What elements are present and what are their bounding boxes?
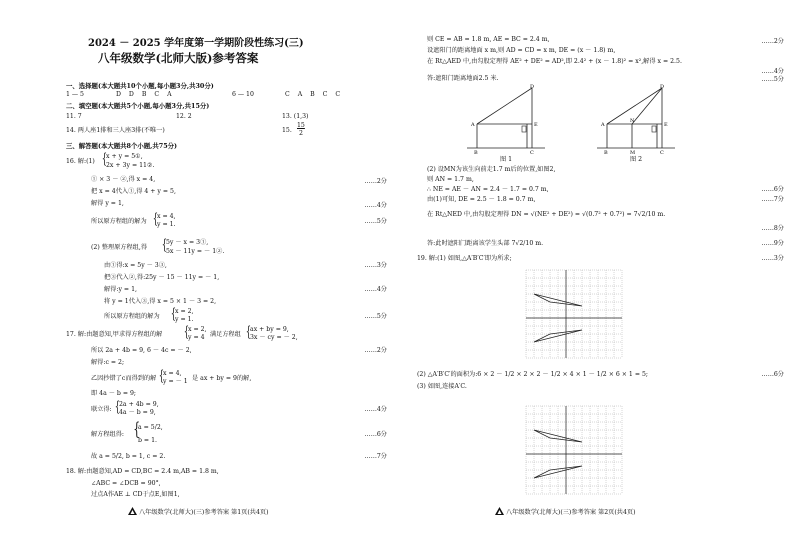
solution-step: 在 Rt△NED 中,由勾股定理得 DN = √(NE² + DE²) = √(0.7² + 0.7²) = 7√2/10 m. xyxy=(427,211,666,218)
exam-title: 2024 － 2025 学年度第一学期阶段性练习(三) xyxy=(88,38,304,49)
score-mark: ……5分 xyxy=(364,218,387,225)
answer-letters: C A B C C xyxy=(285,91,341,98)
page-footer: 八年级数学(北师大)(三)参考答案 第1页(共4页) xyxy=(139,509,269,516)
score-mark: ……2分 xyxy=(364,178,387,185)
solution-step: 解得:c = 2; xyxy=(91,359,125,366)
solution-step: 答:此时遮阳门距离该学生头部 7√2/10 m. xyxy=(427,240,544,247)
equation: 5y － x = 3①, xyxy=(166,239,209,246)
svg-text:M: M xyxy=(630,150,636,154)
equation: x = 4, xyxy=(157,213,176,220)
coordinate-grid-2 xyxy=(521,398,627,498)
solution-step: (2) 整理原方程组,得 xyxy=(91,244,148,251)
solution-step: 所以原方程组的解为 xyxy=(91,218,147,225)
brace: { xyxy=(152,211,159,227)
score-mark: ……4分 xyxy=(364,406,387,413)
solution-step: 解方程组得: xyxy=(91,431,125,438)
svg-text:D: D xyxy=(530,84,535,90)
solution-step: 解得 y = 1, xyxy=(91,200,124,207)
score-mark: ……5分 xyxy=(761,76,784,83)
solution-step: 所以原方程组的解为 xyxy=(104,313,160,320)
answer-11: 11. 7 xyxy=(66,113,82,120)
fraction-numerator: 15 xyxy=(297,122,305,129)
svg-text:D: D xyxy=(660,84,665,90)
page-2 xyxy=(397,0,794,543)
q19-label: 19. 解:(1) 如图,△A′B′C′即为所求; xyxy=(417,255,512,262)
equation: 2x + 3y = 11②. xyxy=(106,162,155,169)
equation: 2a + 4b = 9, xyxy=(119,401,159,408)
figure-1-diagram xyxy=(467,84,547,154)
brace: { xyxy=(158,368,165,384)
solution-step: 乙因抄错了c而得到的解 xyxy=(91,375,157,382)
equation: 3x － cy = － 2, xyxy=(250,334,298,341)
solution-step: 由①得:x = 5y － 3③, xyxy=(104,262,167,269)
brace: { xyxy=(245,324,252,340)
equation: x = 4, xyxy=(163,370,182,377)
equation: y = 1. xyxy=(175,316,194,323)
svg-text:B: B xyxy=(604,150,608,154)
score-mark: ……6分 xyxy=(761,186,784,193)
svg-text:A: A xyxy=(601,122,605,128)
solution-step: 把③代入②,得:25y － 15 － 11y = － 1, xyxy=(104,274,220,281)
brace: { xyxy=(101,151,108,167)
answer-12: 12. 2 xyxy=(176,113,192,120)
solution-step: 把 x = 4代入①,得 4 + y = 5, xyxy=(91,188,176,195)
solution-step: 则 AN = 1.7 m, xyxy=(427,176,474,183)
score-mark: ……2分 xyxy=(364,347,387,354)
score-mark: ……7分 xyxy=(364,453,387,460)
score-mark: ……9分 xyxy=(761,240,784,247)
answer-15-label: 15. xyxy=(282,127,292,134)
logo-triangle-icon xyxy=(495,507,504,515)
solution-step: ① × 3 － ②,得 x = 4, xyxy=(91,176,156,183)
answer-range: 6 — 10 xyxy=(232,91,254,98)
solution-step: ∴ NE = AE － AN = 2.4 － 1.7 = 0.7 m, xyxy=(427,186,549,193)
score-mark: ……2分 xyxy=(761,38,784,45)
score-mark: ……5分 xyxy=(364,313,387,320)
score-mark: ……4分 xyxy=(364,286,387,293)
brace: { xyxy=(161,237,168,253)
solution-step: 设遮阳门的距离地面 x m,则 AD = CD = x m, DE = (x － 1.8) m, xyxy=(427,47,616,54)
svg-text:A: A xyxy=(471,122,475,128)
svg-text:E: E xyxy=(534,122,538,128)
solution-step: 在 Rt△AED 中,由勾股定理得 AE² + DE² = AD²,即 2.4² + (x － 1.8)² = x²,解得 x = 2.5. xyxy=(427,58,682,65)
svg-text:C: C xyxy=(660,150,664,154)
answer-13: 13. (1,3) xyxy=(282,113,309,120)
solution-step: 答:遮阳门距离地面2.5 米. xyxy=(427,75,499,82)
score-mark: ……3分 xyxy=(761,255,784,262)
brace: { xyxy=(170,306,177,322)
section-2-heading: 二、填空题(本大题共5个小题,每小题3分,共15分) xyxy=(66,102,210,110)
page-footer: 八年级数学(北师大)(三)参考答案 第2页(共4页) xyxy=(506,509,636,516)
solution-step: 所以 2a + 4b = 9, 6 － 4c = － 2, xyxy=(91,347,192,354)
figure-2-caption: 图 2 xyxy=(630,156,643,163)
section-1-heading: 一、选择题(本大题共10个小题,每小题3分,共30分) xyxy=(66,82,214,90)
fraction-denominator: 2 xyxy=(299,130,303,137)
equation: a = 5/2, xyxy=(138,424,163,431)
answer-14: 14. 两人座1排和三人座3排(不唯一) xyxy=(66,127,165,134)
solution-step: 解得:y = 1, xyxy=(104,286,137,293)
equation: x = 2, xyxy=(175,308,194,315)
q16-label: 16. 解:(1) xyxy=(66,158,95,165)
equation: 5x － 11y = － 1②. xyxy=(166,248,225,255)
equation: b = 1. xyxy=(138,437,157,444)
q17-label: 17. 解:由题意知,甲求得方程组的解 xyxy=(66,331,163,338)
solution-step: (3) 如图,连接A′C. xyxy=(417,383,467,390)
score-mark: ……8分 xyxy=(761,225,784,232)
score-mark: ……7分 xyxy=(761,196,784,203)
solution-step: 故 a = 5/2, b = 1, c = 2. xyxy=(91,453,166,460)
brace: { xyxy=(114,399,121,415)
solution-step: ∠ABC = ∠DCB = 90°, xyxy=(91,480,161,487)
equation: y = 1. xyxy=(157,221,176,228)
solution-step: 即 4a － b = 9; xyxy=(91,390,137,397)
solution-step: 由(1)可知, DE = 2.5 － 1.8 = 0.7 m, xyxy=(427,196,536,203)
solution-step: 则 CE = AB = 1.8 m, AE = BC = 2.4 m, xyxy=(427,36,550,43)
equation: y = 4 xyxy=(188,334,205,341)
brace: { xyxy=(133,419,141,440)
score-mark: ……3分 xyxy=(364,262,387,269)
svg-text:N: N xyxy=(630,118,635,124)
equation: ax + by = 9, xyxy=(250,326,289,333)
answer-letters: D D B C A xyxy=(116,91,172,98)
logo-triangle-icon xyxy=(128,507,137,515)
solution-step: (2) △A′B′C′的面积为:6 × 2 － 1/2 × 2 × 2 － 1/2 × 4 × 1 － 1/2 × 6 × 1 = 5; xyxy=(417,371,648,378)
answer-range: 1 — 5 xyxy=(66,91,84,98)
equation: x = 2, xyxy=(188,326,207,333)
q18-label: 18. 解:由题意知,AD = CD,BC = 2.4 m,AB = 1.8 m, xyxy=(66,468,219,475)
svg-text:E: E xyxy=(664,122,668,128)
solution-step: 是 ax + by = 9的解, xyxy=(192,375,252,382)
solution-step: 过点A作AE ⊥ CD于点E,如图1, xyxy=(91,491,180,498)
solution-step: 联立得: xyxy=(91,406,112,413)
brace: { xyxy=(183,324,190,340)
section-3-heading: 三、解答题(本大题共8个小题,共75分) xyxy=(66,142,178,150)
coordinate-grid-1 xyxy=(521,262,627,362)
score-mark: ……4分 xyxy=(364,202,387,209)
equation: 4a － b = 9, xyxy=(119,409,156,416)
answer-title: 八年级数学(北师大版)参考答案 xyxy=(98,51,259,65)
figure-2-diagram xyxy=(597,84,677,154)
score-mark: ……4分 xyxy=(761,68,784,75)
solution-step: 将 y = 1代入③,得 x = 5 × 1 － 3 = 2, xyxy=(104,298,217,305)
solution-step: 满足方程组 xyxy=(210,331,241,338)
svg-text:B: B xyxy=(474,150,478,154)
equation: x + y = 5①, xyxy=(106,153,143,160)
score-mark: ……6分 xyxy=(364,431,387,438)
svg-text:C: C xyxy=(530,150,534,154)
figure-1-caption: 图 1 xyxy=(500,156,513,163)
score-mark: ……6分 xyxy=(761,371,784,378)
solution-step: (2) 设MN为该生向前走1.7 m后的位置,如图2, xyxy=(427,166,556,173)
equation: y = － 1 xyxy=(163,378,188,385)
